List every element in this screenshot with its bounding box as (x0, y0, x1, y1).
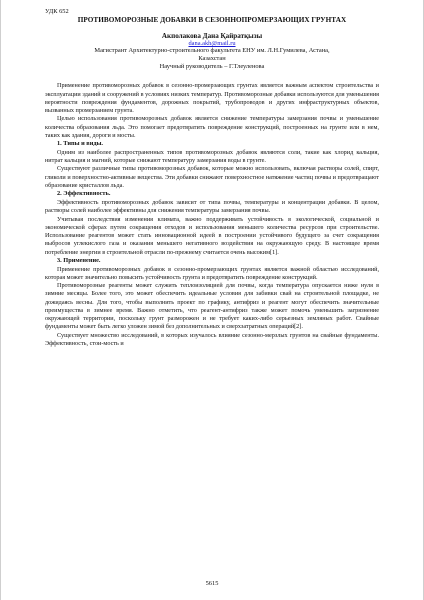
section-2-paragraph-1: Эффективность противоморозных добавок зависит от типа почвы, температуры и концентрации добавки. В целом, растворы солей наиболее эффективны для снижения температуры замерзания почвы. (45, 199, 379, 215)
author-email (45, 40, 379, 47)
section-3-paragraph-2: Противоморозные реагенты может служить теплоизоляцией для почвы, когда температура опускается ниже нуля в зимние месяцы. Более того, это может обеспечить идеальные условия для забивки свай на строительной площадке, не дожидаясь весны. Для того, чтобы выполнить проект по графику, антифриз и реагент могут обеспечить значительные преимущества в зимнее время. Важно отметить, что реагент-антифриз также может помочь уменьшить загрязнение окружающей территории, поскольку грунт разморожен и не требует каких-либо серьезных земляных работ. Свайные фундаменты может быть легко уложен зимой без дополнительных и сверхзатратных операций[2]. (45, 282, 379, 331)
section-3-heading: 3. Применение. (57, 256, 101, 264)
intro-paragraph-1: Применение противоморозных добавок в сезонно-промерзающих грунтах является важным аспектом строительства и эксплуатации зданий и сооружений в условиях низких температур. Противоморозные добавки используются для уменьшения вероятности повреждения фундаментов, дорожных покрытий, трубопроводов и других инфраструктурных объектов, вызванных промерзанием грунта. (45, 82, 379, 115)
page-number: 5615 (205, 580, 219, 587)
section-3-paragraph-1: Применение противоморозных добавок в сезонно-промерзающих грунтах является важной областью исследований, которая может значительно повысить устойчивость грунта и предотвратить повреждение конструкций. (45, 265, 379, 281)
scientific-advisor: Научный руководитель – Г.Тлеуленова (159, 63, 265, 71)
affiliation-line-2: Казахстан (198, 55, 226, 63)
section-2-heading: 2. Эффективность. (57, 190, 111, 198)
section-2-paragraph-2: Учитывая последствия изменения климата, важно поддерживать устойчивость в экологической, социальной и экономической сферах путем сокращения отходов и использования меньшего количества ресурсов при строительстве. Использование реагентов может стать инновационной идеей в построении устойчивого будущего за счет сокращения выбросов углекислого газа и оказания меньшего негативного воздействия на окружающую среду. В настоящее время потребление энергии в строительной отрасли по-прежнему считается очень высоким[1]. (45, 215, 379, 256)
section-1-paragraph-2: Существуют различные типы противоморозных добавок, которые можно использовать, включая растворы солей, спирт, гликоли и поверхностно-активные вещества. Эти добавки снижают поверхностное натяжение частиц почвы и предотвращают образование кристаллов льда. (45, 165, 379, 189)
author-name: Акполакова Дана Қайратқызы (161, 32, 263, 40)
affiliation-line-1: Магистрант Архитектурно-строительного факультета ЕНУ им. Л.Н.Гумилева, Астана, (94, 47, 330, 54)
intro-paragraph-2: Целью использования противоморозных добавок является снижение температуры замерзания почвы и уменьшение количества образования льда. Это помогает предотвратить повреждение конструкций, построенных на грунте или в нем, таких как здания, дороги и мосты. (45, 115, 379, 139)
paper-title: ПРОТИВОМОРОЗНЫЕ ДОБАВКИ В СЕЗОННОПРОМЕРЗАЮЩИХ ГРУНТАХ (77, 16, 347, 24)
section-3-paragraph-3: Существует множество исследований, в которых изучалось влияние сезонно-мерзлых грунтов на свайные фундаменты. Эффективность, стои-мость и (45, 331, 379, 347)
section-1-heading: 1. Типы и виды. (57, 140, 103, 148)
section-1-paragraph-1: Одним из наиболее распространенных типов противоморозных добавок являются соли, такие как хлорид кальция, нитрат кальция и магний, которые снижают температуру замерзания воды в грунте. (45, 148, 379, 165)
udk-code: УДК 652 (45, 8, 69, 15)
email-link[interactable]: dana.akh@mail.ru (188, 40, 236, 47)
